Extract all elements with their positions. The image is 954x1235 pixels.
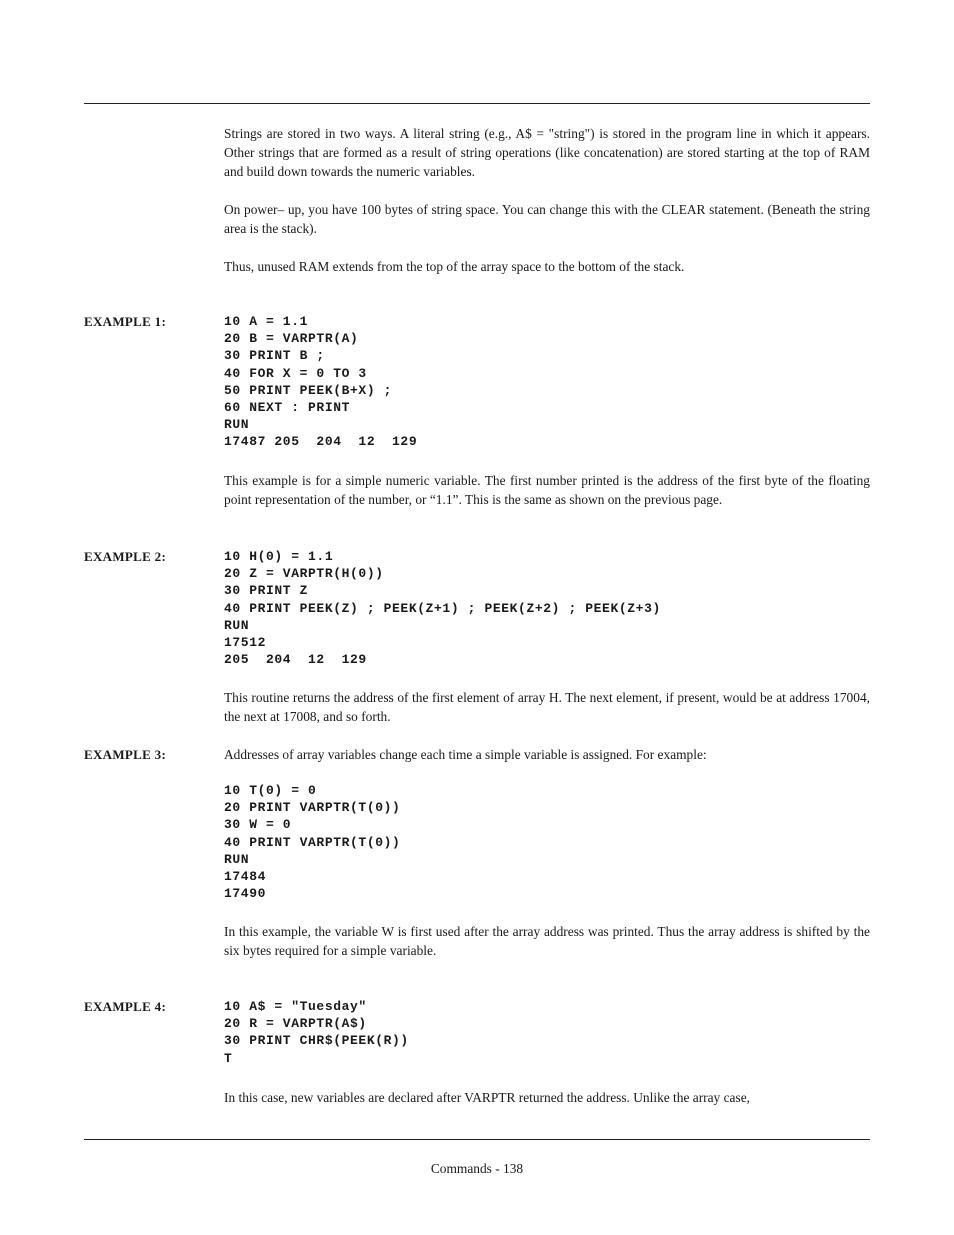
- code-line: 30 PRINT B ;: [224, 348, 325, 364]
- example-2-code: [224, 548, 661, 668]
- code-line: 17512: [224, 635, 267, 651]
- code-line: 30 PRINT CHR$(PEEK(R)): [224, 1033, 409, 1049]
- example-1-text: This example is for a simple numeric variable. The first number printed is the address of the first byte of the floating point representation of the number, or “1.1”. This is the same as shown on the previous page.: [224, 473, 870, 507]
- code-line: 17484: [224, 869, 267, 885]
- example-2-text: This routine returns the address of the first element of array H. The next element, if present, would be at address 17004, the next at 17008, and so forth.: [224, 690, 870, 724]
- example-3-intro: Addresses of array variables change each time a simple variable is assigned. For example:: [224, 747, 707, 762]
- code-line: 40 FOR X = 0 TO 3: [224, 365, 367, 381]
- code-line: 10 H(0) = 1.1: [224, 549, 334, 564]
- paragraph-strings-storage: Strings are stored in two ways. A literal string (e.g., A$ = "string") is stored in the program line in which it appears. Other strings that are formed as a result of string operations (like concatenation) are stored starting at the top of RAM and build down towards the numeric variables.: [224, 126, 870, 179]
- example-1-code: [224, 313, 417, 451]
- example-3-text: In this example, the variable W is first used after the array address was printed. Thus the array address is shifted by the six bytes required for a simple variable.: [224, 924, 870, 958]
- code-line: 10 A$ = "Tuesday": [224, 999, 367, 1014]
- example-4-text: In this case, new variables are declared after VARPTR returned the address. Unlike the array case,: [224, 1090, 750, 1105]
- example-2-label: EXAMPLE 2:: [84, 549, 167, 564]
- code-line: 20 B = VARPTR(A): [224, 331, 359, 347]
- example-1-label: EXAMPLE 1:: [84, 314, 167, 329]
- code-line: 17490: [224, 886, 267, 902]
- code-line: 40 PRINT VARPTR(T(0)): [224, 834, 401, 850]
- code-line: 20 Z = VARPTR(H(0)): [224, 566, 384, 582]
- code-line: 17487 205 204 12 129: [224, 434, 418, 450]
- example-3-code: [224, 782, 400, 902]
- code-line: RUN: [224, 617, 250, 633]
- code-line: 10 A = 1.1: [224, 314, 309, 329]
- code-line: 20 R = VARPTR(A$): [224, 1016, 367, 1032]
- page-footer: Commands - 138: [430, 1161, 524, 1176]
- code-line: RUN: [224, 851, 250, 867]
- example-4-code: [224, 998, 409, 1067]
- code-line: RUN: [224, 417, 250, 433]
- code-line: 20 PRINT VARPTR(T(0)): [224, 800, 401, 816]
- code-line: 30 PRINT Z: [224, 583, 309, 599]
- paragraph-unused-ram: Thus, unused RAM extends from the top of the array space to the bottom of the stack.: [224, 259, 685, 274]
- example-4-label: EXAMPLE 4:: [84, 999, 167, 1014]
- footer-rule: [84, 1139, 870, 1140]
- header-rule: [84, 103, 870, 104]
- example-3-label: EXAMPLE 3:: [84, 747, 167, 762]
- code-line: T: [224, 1050, 233, 1066]
- code-line: 50 PRINT PEEK(B+X) ;: [224, 382, 393, 398]
- paragraph-power-up: On power– up, you have 100 bytes of string space. You can change this with the CLEAR statement. (Beneath the string area is the stack).: [224, 202, 870, 236]
- code-line: 205 204 12 129: [224, 652, 367, 668]
- code-line: 30 W = 0: [224, 817, 292, 833]
- code-line: 10 T(0) = 0: [224, 783, 317, 798]
- code-line: 60 NEXT : PRINT: [224, 400, 351, 416]
- code-line: 40 PRINT PEEK(Z) ; PEEK(Z+1) ; PEEK(Z+2) ; PEEK(Z+3): [224, 600, 661, 616]
